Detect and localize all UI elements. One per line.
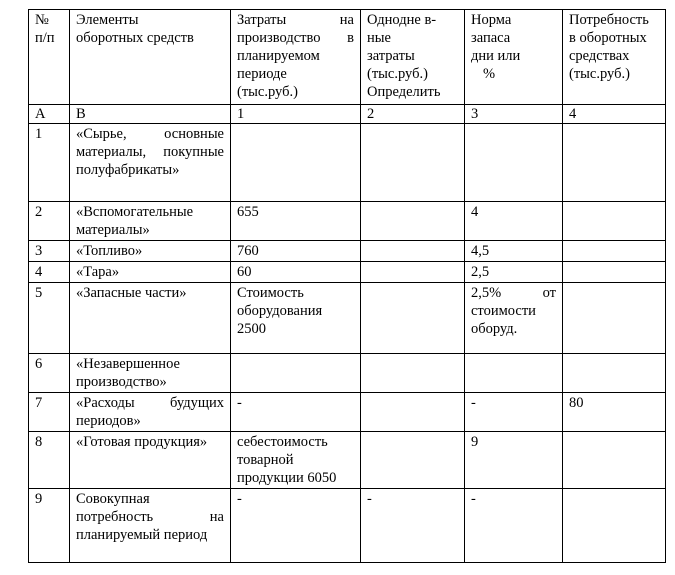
row-norm: 9 (465, 432, 563, 489)
row-daily (361, 354, 465, 393)
row-daily (361, 202, 465, 241)
column-letter-row (29, 105, 666, 124)
row-element: «Вспомогательные материалы» (70, 202, 231, 241)
table-row (29, 283, 666, 354)
row-element: «Запасные части» (70, 283, 231, 354)
header-num: № п/п (29, 10, 70, 105)
row-element: «Тара» (70, 262, 231, 283)
table-row (29, 432, 666, 489)
row-need (563, 202, 666, 241)
row-need (563, 124, 666, 202)
row-num: 7 (29, 393, 70, 432)
row-num: 8 (29, 432, 70, 489)
header-daily: Однодне в- ные затраты (тыс.руб.) Определить (361, 10, 465, 105)
row-num: 6 (29, 354, 70, 393)
row-cost: 760 (231, 241, 361, 262)
table-row (29, 202, 666, 241)
header-element: Элементы оборотных средств (70, 10, 231, 105)
row-num: 2 (29, 202, 70, 241)
letter-cell: 1 (231, 105, 361, 124)
row-daily (361, 283, 465, 354)
row-element: «Готовая продукция» (70, 432, 231, 489)
row-cost: 655 (231, 202, 361, 241)
row-norm: 4 (465, 202, 563, 241)
row-norm (465, 124, 563, 202)
letter-cell: 2 (361, 105, 465, 124)
working-capital-table (28, 9, 666, 563)
row-element: «Расходы будущих периодов» (70, 393, 231, 432)
row-norm: 4,5 (465, 241, 563, 262)
row-daily (361, 432, 465, 489)
row-cost: - (231, 393, 361, 432)
row-norm: - (465, 393, 563, 432)
row-need (563, 489, 666, 563)
row-cost: Стоимость оборудования 2500 (231, 283, 361, 354)
row-norm: - (465, 489, 563, 563)
row-need (563, 354, 666, 393)
row-cost: 60 (231, 262, 361, 283)
row-element: «Топливо» (70, 241, 231, 262)
row-cost (231, 354, 361, 393)
row-daily (361, 262, 465, 283)
row-cost: себестоимость товарной продукции 6050 (231, 432, 361, 489)
row-need: 80 (563, 393, 666, 432)
row-cost (231, 124, 361, 202)
row-norm: 2,5% от стоимости оборуд. (465, 283, 563, 354)
header-norm: Норма запаса дни или % (465, 10, 563, 105)
row-num: 1 (29, 124, 70, 202)
row-num: 5 (29, 283, 70, 354)
row-need (563, 432, 666, 489)
row-daily: - (361, 489, 465, 563)
row-need (563, 241, 666, 262)
header-cost: Затраты на производство в планируемом периоде (тыс.руб.) (231, 10, 361, 105)
row-element: Совокупная потребность на планируемый период (70, 489, 231, 563)
row-cost: - (231, 489, 361, 563)
row-daily (361, 124, 465, 202)
row-need (563, 283, 666, 354)
row-daily (361, 241, 465, 262)
row-daily (361, 393, 465, 432)
table-row (29, 241, 666, 262)
table-row (29, 393, 666, 432)
row-num: 4 (29, 262, 70, 283)
table-row (29, 262, 666, 283)
row-num: 9 (29, 489, 70, 563)
table-row (29, 354, 666, 393)
row-norm (465, 354, 563, 393)
header-row (29, 10, 666, 105)
table-row (29, 489, 666, 563)
letter-cell: В (70, 105, 231, 124)
table-row (29, 124, 666, 202)
row-norm: 2,5 (465, 262, 563, 283)
letter-cell: 3 (465, 105, 563, 124)
header-need: Потребность в оборотных средствах (тыс.руб.) (563, 10, 666, 105)
letter-cell: 4 (563, 105, 666, 124)
row-need (563, 262, 666, 283)
row-element: «Сырье, основные материалы, покупные полуфабрикаты» (70, 124, 231, 202)
row-element: «Незавершенное производство» (70, 354, 231, 393)
letter-cell: А (29, 105, 70, 124)
row-num: 3 (29, 241, 70, 262)
